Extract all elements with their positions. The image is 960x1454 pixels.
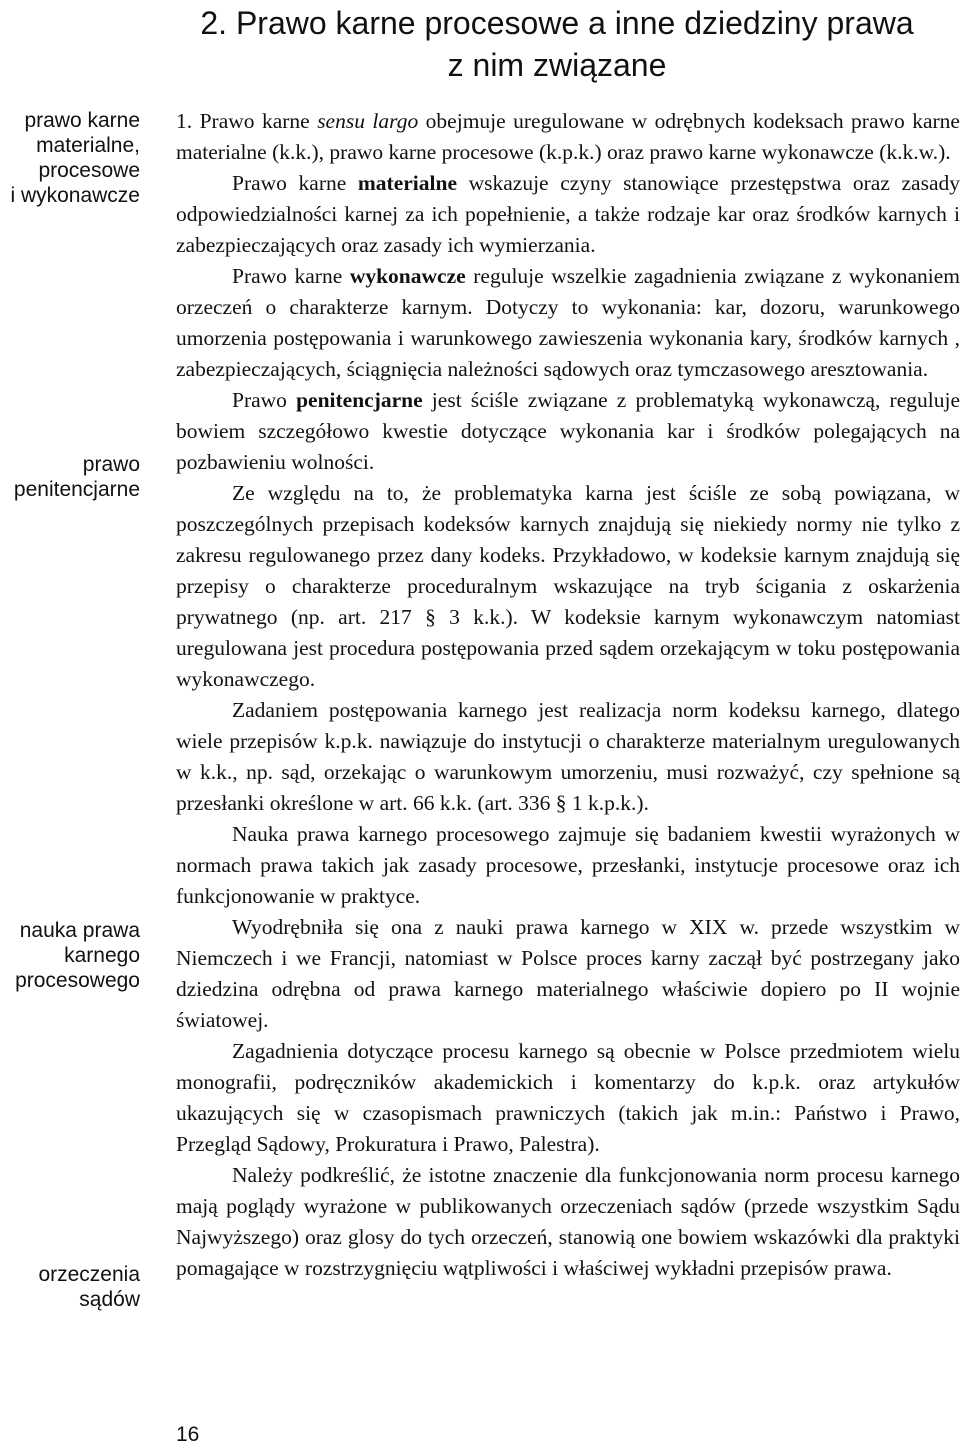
chapter-title-line-1: 2. Prawo karne procesowe a inne dziedziny prawa xyxy=(200,5,914,41)
text-run: Prawo xyxy=(232,388,297,412)
margin-note-orzeczenia xyxy=(0,1262,140,1312)
bold-term: wykonawcze xyxy=(349,264,466,288)
chapter-heading xyxy=(176,2,938,86)
margin-note-line: nauka prawa xyxy=(19,919,140,942)
paragraph-2 xyxy=(176,168,960,261)
paragraph-6: Zadaniem postępowania karnego jest realizacja norm kodeksu karnego, dlatego wiele przepisów k.p.k. nawiązuje do instytucji o charakterze materialnym uregulowanych w k.k., np. sąd, orzekając o warunkowym umorzeniu, musi rozważyć, czy spełnione są przesłanki określone w art. 66 k.k. (art. 336 § 1 k.p.k.). xyxy=(176,698,960,815)
margin-note-prawo-karne xyxy=(0,108,140,208)
text-run: obejmuje uregulowane w odrębnych kodeksach prawo karne materialne (k.k.), prawo karne procesowe (k.p.k.) oraz prawo karne wykonawcze (k.k.w.). xyxy=(176,109,960,164)
paragraph-1 xyxy=(176,106,960,168)
margin-note-line: procesowego xyxy=(15,969,140,992)
paragraph-5: Ze względu na to, że problematyka karna jest ściśle ze sobą powiązana, w poszczególnych przepisach kodeksów karnych znajdują się niekiedy normy nie tylko z zakresu regulowanego przez dany kodeks. Przykładowo, w kodeksie karnym znajdują się przepisy o charakterze proceduralnym wskazujące na tryb ścigania z oskarżenia prywatnego (np. art. 217 § 3 k.k.). W kodeksie karnym wykonawczym natomiast uregulowana jest procedura postępowania przed sądem orzekającym w toku postępowania wykonawczego. xyxy=(176,481,960,691)
text-run: Prawo karne xyxy=(232,264,350,288)
chapter-title-line-2: z nim związane xyxy=(447,47,667,83)
text-run: Prawo karne xyxy=(232,171,358,195)
paragraph-3 xyxy=(176,261,960,385)
margin-note-line: procesowe xyxy=(38,159,140,182)
margin-note-nauka-prawa xyxy=(0,918,140,993)
paragraph-10: Należy podkreślić, że istotne znaczenie dla funkcjonowania norm procesu karnego mają poglądy wyrażone w publikowanych orzeczeniach sądów (przede wszystkim Sądu Najwyższego) oraz glosy do tych orzeczeń, stanowią one bowiem wskazówki dla praktyki pomagające w rozstrzygnięciu wątpliwości i właściwej wykładni przepisów prawa. xyxy=(176,1163,960,1280)
text-run: jest ściśle związane z problematyką wykonawczą, reguluje bowiem szczegółowo kwestie dotyczące wykonania kar i środków polegających na pozbawieniu wolności. xyxy=(176,388,960,474)
paragraph-4 xyxy=(176,385,960,478)
body-text xyxy=(176,106,960,1284)
text-run: wskazuje czyny stanowiące przestępstwa oraz zasady odpowiedzialności karnej za ich popełnienie, a także rodzaje kar oraz środków karnych i zabezpieczających oraz zasady ich wymierzania. xyxy=(176,171,960,257)
paragraph-7: Nauka prawa karnego procesowego zajmuje się badaniem kwestii wyrażonych w normach prawa takich jak zasady procesowe, przesłanki, instytucje procesowe oraz ich funkcjonowanie w praktyce. xyxy=(176,822,960,908)
margin-note-line: prawo xyxy=(82,453,140,476)
text-run: 1. Prawo karne xyxy=(176,109,318,133)
bold-term: materialne xyxy=(357,171,457,195)
margin-note-line: orzeczenia xyxy=(38,1263,140,1286)
bold-term: penitencjarne xyxy=(296,388,423,412)
page-number: 16 xyxy=(176,1423,200,1446)
margin-note-line: materialne, xyxy=(36,134,140,157)
text-run: reguluje wszelkie zagadnienia związane z wykonaniem orzeczeń o charakterze karnym. Dotyczy to wykonania: kar, dozoru, warunkowego umorzenia postępowania i warunkowego zawieszenia wykonania kary, środków karnych , zabezpieczających, ściągnięcia należności sądowych oraz tymczasowego aresztowania. xyxy=(176,264,960,381)
margin-note-line: penitencjarne xyxy=(13,478,140,501)
paragraph-9: Zagadnienia dotyczące procesu karnego są obecnie w Polsce przedmiotem wielu monografii, podręczników akademickich i komentarzy do k.p.k. oraz artykułów ukazujących się w czasopismach prawniczych (takich jak m.in.: Państwo i Prawo, Przegląd Sądowy, Prokuratura i Prawo, Palestra). xyxy=(176,1039,960,1156)
margin-note-line: karnego xyxy=(64,944,140,967)
paragraph-8: Wyodrębniła się ona z nauki prawa karnego w XIX w. przede wszystkim w Niemczech i we Francji, natomiast w Polsce proces karny zaczął być postrzegany jako dziedzina odrębna od prawa karnego materialnego właściwie dopiero po II wojnie światowej. xyxy=(176,915,960,1032)
italic-term: sensu largo xyxy=(317,109,419,133)
margin-note-line: i wykonawcze xyxy=(10,184,140,207)
margin-note-line: prawo karne xyxy=(24,109,140,132)
margin-note-line: sądów xyxy=(79,1288,140,1311)
margin-note-prawo-penitencjarne xyxy=(0,452,140,502)
